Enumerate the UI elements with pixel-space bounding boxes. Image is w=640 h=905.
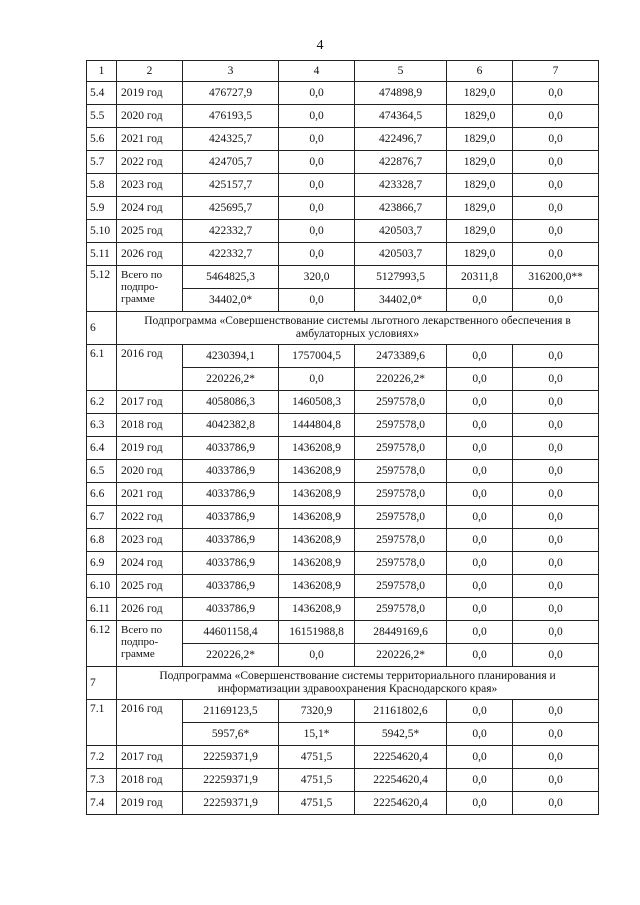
- row-year: 2021 год: [117, 483, 183, 506]
- subprogram-row: [87, 312, 599, 345]
- cell-federal: 1436208,9: [279, 529, 355, 552]
- cell-federal: 0,0: [279, 174, 355, 197]
- cell-total: 4058086,3: [183, 391, 279, 414]
- cell-federal: 0,0: [279, 151, 355, 174]
- cell-local: 0,0: [447, 368, 513, 391]
- row-year: 2023 год: [117, 529, 183, 552]
- cell-local: 0,0: [447, 391, 513, 414]
- cell-regional: 5127993,5: [355, 266, 447, 289]
- cell-extrabudget: 0,0: [513, 345, 599, 368]
- cell-federal: 1436208,9: [279, 437, 355, 460]
- cell-federal: 0,0: [279, 82, 355, 105]
- cell-regional: 22254620,4: [355, 792, 447, 815]
- cell-extrabudget: 0,0: [513, 82, 599, 105]
- row-year: 2026 год: [117, 598, 183, 621]
- cell-regional: 22254620,4: [355, 746, 447, 769]
- cell-local: 1829,0: [447, 243, 513, 266]
- cell-local: 0,0: [447, 575, 513, 598]
- row-number: 6.9: [87, 552, 117, 575]
- row-number: 6.12: [87, 621, 117, 667]
- cell-total: 4033786,9: [183, 437, 279, 460]
- table-row: [87, 437, 599, 460]
- table-row: [87, 391, 599, 414]
- row-number: 6.8: [87, 529, 117, 552]
- cell-regional: 2597578,0: [355, 575, 447, 598]
- cell-total: 4230394,1: [183, 345, 279, 368]
- cell-regional: 474364,5: [355, 105, 447, 128]
- cell-extrabudget: 0,0: [513, 483, 599, 506]
- cell-local: 0,0: [447, 769, 513, 792]
- cell-total: 4033786,9: [183, 529, 279, 552]
- table-row: [87, 151, 599, 174]
- table-row: [87, 746, 599, 769]
- row-number: 5.7: [87, 151, 117, 174]
- cell-regional: 2473389,6: [355, 345, 447, 368]
- cell-federal: 1436208,9: [279, 506, 355, 529]
- cell-federal: 0,0: [279, 644, 355, 667]
- cell-total: 220226,2*: [183, 644, 279, 667]
- cell-regional: 420503,7: [355, 243, 447, 266]
- row-year: 2026 год: [117, 243, 183, 266]
- cell-total: 476727,9: [183, 82, 279, 105]
- cell-extrabudget: 0,0: [513, 723, 599, 746]
- cell-extrabudget: 0,0: [513, 128, 599, 151]
- cell-extrabudget: 0,0: [513, 529, 599, 552]
- row-number: 5.4: [87, 82, 117, 105]
- row-year: 2022 год: [117, 506, 183, 529]
- row-year: 2024 год: [117, 552, 183, 575]
- subprogram-number: 6: [87, 312, 117, 345]
- total-row: [87, 266, 599, 289]
- total-row: [87, 621, 599, 644]
- cell-local: 1829,0: [447, 174, 513, 197]
- row-year: 2025 год: [117, 220, 183, 243]
- cell-federal: 1444804,8: [279, 414, 355, 437]
- cell-federal: 4751,5: [279, 769, 355, 792]
- table-row: [87, 105, 599, 128]
- table-row: [87, 128, 599, 151]
- cell-total: 424325,7: [183, 128, 279, 151]
- cell-regional: 220226,2*: [355, 644, 447, 667]
- cell-total: 5957,6*: [183, 723, 279, 746]
- cell-regional: 2597578,0: [355, 552, 447, 575]
- table-row: [87, 552, 599, 575]
- cell-extrabudget: 0,0: [513, 414, 599, 437]
- row-year: 2016 год: [117, 345, 183, 391]
- row-year: 2024 год: [117, 197, 183, 220]
- cell-extrabudget: 0,0: [513, 644, 599, 667]
- cell-total: 21169123,5: [183, 700, 279, 723]
- cell-total: 22259371,9: [183, 792, 279, 815]
- cell-local: 0,0: [447, 621, 513, 644]
- row-year: 2023 год: [117, 174, 183, 197]
- cell-regional: 420503,7: [355, 220, 447, 243]
- table-row: [87, 82, 599, 105]
- cell-federal: 15,1*: [279, 723, 355, 746]
- cell-total: 4042382,8: [183, 414, 279, 437]
- cell-local: 0,0: [447, 792, 513, 815]
- cell-local: 20311,8: [447, 266, 513, 289]
- cell-total: 22259371,9: [183, 746, 279, 769]
- row-year: 2019 год: [117, 437, 183, 460]
- cell-total: 22259371,9: [183, 769, 279, 792]
- cell-total: 4033786,9: [183, 598, 279, 621]
- row-year: 2017 год: [117, 746, 183, 769]
- cell-extrabudget: 0,0: [513, 598, 599, 621]
- row-number: 6.1: [87, 345, 117, 391]
- row-year: 2020 год: [117, 460, 183, 483]
- cell-regional: 34402,0*: [355, 289, 447, 312]
- cell-regional: 2597578,0: [355, 506, 447, 529]
- header-cell: 4: [279, 61, 355, 82]
- cell-local: 0,0: [447, 437, 513, 460]
- cell-regional: 21161802,6: [355, 700, 447, 723]
- row-year: 2021 год: [117, 128, 183, 151]
- table-row: [87, 792, 599, 815]
- cell-extrabudget: 0,0: [513, 700, 599, 723]
- cell-total: 425157,7: [183, 174, 279, 197]
- page-number: 4: [316, 38, 324, 53]
- cell-extrabudget: 0,0: [513, 769, 599, 792]
- cell-regional: 5942,5*: [355, 723, 447, 746]
- row-number: 5.11: [87, 243, 117, 266]
- table-row: [87, 220, 599, 243]
- cell-federal: 0,0: [279, 197, 355, 220]
- cell-local: 0,0: [447, 414, 513, 437]
- cell-local: 1829,0: [447, 220, 513, 243]
- cell-local: 0,0: [447, 700, 513, 723]
- cell-local: 0,0: [447, 483, 513, 506]
- cell-federal: 0,0: [279, 105, 355, 128]
- table-header-row: [87, 61, 599, 82]
- row-number: 5.12: [87, 266, 117, 312]
- table-row: [87, 769, 599, 792]
- row-number: 6.10: [87, 575, 117, 598]
- cell-local: 1829,0: [447, 151, 513, 174]
- cell-regional: 2597578,0: [355, 414, 447, 437]
- cell-total: 4033786,9: [183, 552, 279, 575]
- cell-local: 0,0: [447, 723, 513, 746]
- table-row: [87, 506, 599, 529]
- cell-extrabudget: 0,0: [513, 197, 599, 220]
- row-number: 6.2: [87, 391, 117, 414]
- cell-local: 1829,0: [447, 128, 513, 151]
- row-year: 2025 год: [117, 575, 183, 598]
- row-number: 6.7: [87, 506, 117, 529]
- row-year: 2022 год: [117, 151, 183, 174]
- cell-regional: 2597578,0: [355, 391, 447, 414]
- cell-local: 1829,0: [447, 105, 513, 128]
- cell-extrabudget: 0,0: [513, 243, 599, 266]
- cell-federal: 1757004,5: [279, 345, 355, 368]
- row-number: 5.6: [87, 128, 117, 151]
- cell-local: 0,0: [447, 644, 513, 667]
- row-number: 5.10: [87, 220, 117, 243]
- row-number: 7.4: [87, 792, 117, 815]
- cell-regional: 2597578,0: [355, 437, 447, 460]
- cell-extrabudget: 0,0: [513, 621, 599, 644]
- cell-regional: 220226,2*: [355, 368, 447, 391]
- cell-federal: 0,0: [279, 368, 355, 391]
- cell-total: 476193,5: [183, 105, 279, 128]
- cell-federal: 0,0: [279, 220, 355, 243]
- row-number: 7.3: [87, 769, 117, 792]
- cell-regional: 28449169,6: [355, 621, 447, 644]
- cell-extrabudget: 316200,0**: [513, 266, 599, 289]
- cell-extrabudget: 0,0: [513, 792, 599, 815]
- cell-local: 0,0: [447, 552, 513, 575]
- cell-regional: 423866,7: [355, 197, 447, 220]
- cell-local: 0,0: [447, 460, 513, 483]
- row-year: 2019 год: [117, 82, 183, 105]
- cell-extrabudget: 0,0: [513, 174, 599, 197]
- cell-federal: 1460508,3: [279, 391, 355, 414]
- row-number: 7.2: [87, 746, 117, 769]
- subprogram-row: [87, 667, 599, 700]
- cell-local: 0,0: [447, 746, 513, 769]
- table-row: [87, 243, 599, 266]
- subprogram-title: Подпрограмма «Совершенствование системы территориального планирования и информатизации здравоохранения Краснодарского края»: [117, 667, 599, 700]
- cell-regional: 2597578,0: [355, 460, 447, 483]
- subprogram-title: Подпрограмма «Совершенствование системы льготного лекарственного обеспечения в амбулаторных условиях»: [117, 312, 599, 345]
- row-number: 6.5: [87, 460, 117, 483]
- row-number: 6.3: [87, 414, 117, 437]
- table-row: [87, 345, 599, 368]
- table-row: [87, 700, 599, 723]
- row-year: 2018 год: [117, 769, 183, 792]
- cell-total: 34402,0*: [183, 289, 279, 312]
- cell-total: 4033786,9: [183, 483, 279, 506]
- cell-regional: 423328,7: [355, 174, 447, 197]
- cell-total: 44601158,4: [183, 621, 279, 644]
- cell-federal: 1436208,9: [279, 460, 355, 483]
- cell-federal: 4751,5: [279, 792, 355, 815]
- cell-extrabudget: 0,0: [513, 552, 599, 575]
- budget-table: [86, 60, 599, 815]
- row-number: 5.5: [87, 105, 117, 128]
- cell-extrabudget: 0,0: [513, 220, 599, 243]
- cell-local: 0,0: [447, 529, 513, 552]
- table-row: [87, 460, 599, 483]
- row-number: 6.4: [87, 437, 117, 460]
- cell-extrabudget: 0,0: [513, 289, 599, 312]
- header-cell: 6: [447, 61, 513, 82]
- total-label: Всего по подпро-грамме: [117, 621, 183, 667]
- cell-total: 4033786,9: [183, 506, 279, 529]
- cell-total: 4033786,9: [183, 575, 279, 598]
- cell-total: 5464825,3: [183, 266, 279, 289]
- cell-extrabudget: 0,0: [513, 105, 599, 128]
- table-row: [87, 483, 599, 506]
- subprogram-number: 7: [87, 667, 117, 700]
- cell-total: 425695,7: [183, 197, 279, 220]
- cell-local: 0,0: [447, 345, 513, 368]
- cell-federal: 1436208,9: [279, 598, 355, 621]
- total-label: Всего по подпро-грамме: [117, 266, 183, 312]
- header-cell: 1: [87, 61, 117, 82]
- cell-regional: 2597578,0: [355, 529, 447, 552]
- cell-extrabudget: 0,0: [513, 368, 599, 391]
- header-cell: 3: [183, 61, 279, 82]
- table-row: [87, 414, 599, 437]
- cell-total: 220226,2*: [183, 368, 279, 391]
- cell-federal: 7320,9: [279, 700, 355, 723]
- cell-regional: 2597578,0: [355, 483, 447, 506]
- cell-extrabudget: 0,0: [513, 506, 599, 529]
- cell-local: 0,0: [447, 289, 513, 312]
- cell-local: 1829,0: [447, 197, 513, 220]
- cell-extrabudget: 0,0: [513, 391, 599, 414]
- row-year: 2017 год: [117, 391, 183, 414]
- cell-total: 422332,7: [183, 220, 279, 243]
- cell-local: 0,0: [447, 506, 513, 529]
- header-cell: 5: [355, 61, 447, 82]
- cell-regional: 422496,7: [355, 128, 447, 151]
- row-number: 7.1: [87, 700, 117, 746]
- row-number: 6.6: [87, 483, 117, 506]
- row-year: 2016 год: [117, 700, 183, 746]
- row-year: 2019 год: [117, 792, 183, 815]
- cell-total: 424705,7: [183, 151, 279, 174]
- cell-federal: 0,0: [279, 128, 355, 151]
- table-row: [87, 575, 599, 598]
- cell-federal: 16151988,8: [279, 621, 355, 644]
- table-row: [87, 174, 599, 197]
- cell-extrabudget: 0,0: [513, 575, 599, 598]
- header-cell: 7: [513, 61, 599, 82]
- cell-extrabudget: 0,0: [513, 437, 599, 460]
- cell-federal: 0,0: [279, 243, 355, 266]
- cell-regional: 422876,7: [355, 151, 447, 174]
- row-year: 2018 год: [117, 414, 183, 437]
- cell-local: 0,0: [447, 598, 513, 621]
- cell-federal: 0,0: [279, 289, 355, 312]
- cell-total: 4033786,9: [183, 460, 279, 483]
- cell-regional: 474898,9: [355, 82, 447, 105]
- cell-federal: 320,0: [279, 266, 355, 289]
- table-row: [87, 197, 599, 220]
- cell-federal: 1436208,9: [279, 483, 355, 506]
- cell-local: 1829,0: [447, 82, 513, 105]
- cell-extrabudget: 0,0: [513, 460, 599, 483]
- table-row: [87, 598, 599, 621]
- cell-regional: 2597578,0: [355, 598, 447, 621]
- cell-extrabudget: 0,0: [513, 151, 599, 174]
- header-cell: 2: [117, 61, 183, 82]
- table-row: [87, 529, 599, 552]
- cell-regional: 22254620,4: [355, 769, 447, 792]
- cell-federal: 4751,5: [279, 746, 355, 769]
- row-number: 6.11: [87, 598, 117, 621]
- cell-federal: 1436208,9: [279, 552, 355, 575]
- cell-total: 422332,7: [183, 243, 279, 266]
- row-number: 5.9: [87, 197, 117, 220]
- row-year: 2020 год: [117, 105, 183, 128]
- cell-federal: 1436208,9: [279, 575, 355, 598]
- cell-extrabudget: 0,0: [513, 746, 599, 769]
- row-number: 5.8: [87, 174, 117, 197]
